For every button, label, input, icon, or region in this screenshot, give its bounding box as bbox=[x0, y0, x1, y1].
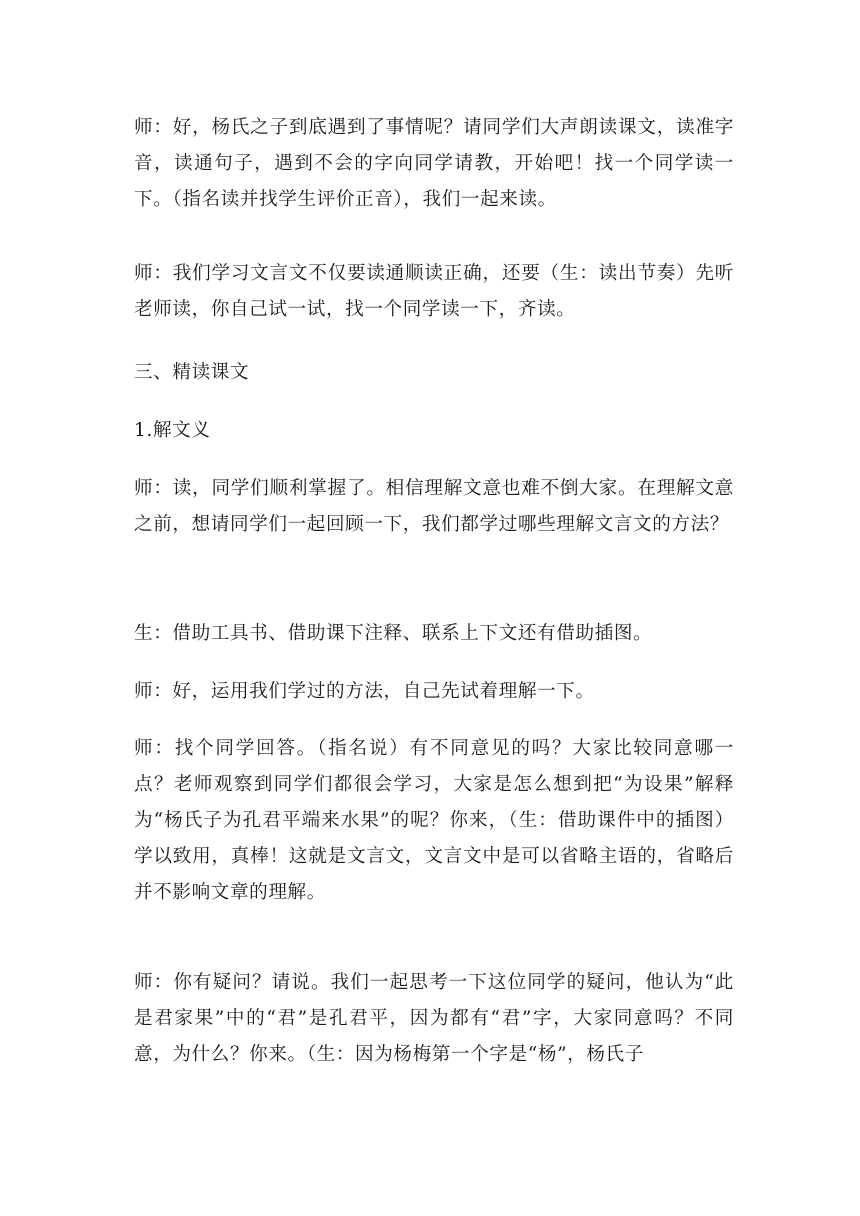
paragraph-teacher-try: 师：好，运用我们学过的方法，自己先试着理解一下。 bbox=[134, 681, 595, 702]
subheading-explain-meaning: 1.解文义 bbox=[134, 420, 211, 441]
section-heading-close-reading: 三、精读课文 bbox=[134, 362, 250, 383]
paragraph-teacher-read-aloud: 师：好，杨氏之子到底遇到了事情呢？请同学们大声朗读课文，读准字音，读通句子，遇到不会的字向同学请教，开始吧！找一个同学读一下。（指名读并找学生评价正音），我们一起来读。 bbox=[134, 117, 734, 210]
paragraph-teacher-discussion: 师：找个同学回答。（指名说）有不同意见的吗？大家比较同意哪一点？老师观察到同学们都很会学习，大家是怎么想到把“为设果”解释为“杨氏子为孔君平端来水果”的呢？你来，（生：借助课件中的插图）学以致用，真棒！这就是文言文，文言文中是可以省略主语的，省略后并不影响文章的理解。 bbox=[134, 738, 734, 903]
paragraph-teacher-rhythm: 师：我们学习文言文不仅要读通顺读正确，还要（生：读出节奏）先听老师读，你自己试一试，找一个同学读一下，齐读。 bbox=[134, 263, 734, 320]
paragraph-teacher-methods: 师：读，同学们顺利掌握了。相信理解文意也难不倒大家。在理解文意之前，想请同学们一起回顾一下，我们都学过哪些理解文言文的方法？ bbox=[134, 478, 734, 535]
paragraph-student-answer: 生：借助工具书、借助课下注释、联系上下文还有借助插图。 bbox=[134, 623, 653, 644]
paragraph-teacher-question: 师：你有疑问？请说。我们一起思考一下这位同学的疑问，他认为“此是君家果”中的“君”是孔君平，因为都有“君”字，大家同意吗？不同意，为什么？你来。（生：因为杨梅第一个字是“杨”，杨氏子 bbox=[134, 972, 734, 1065]
